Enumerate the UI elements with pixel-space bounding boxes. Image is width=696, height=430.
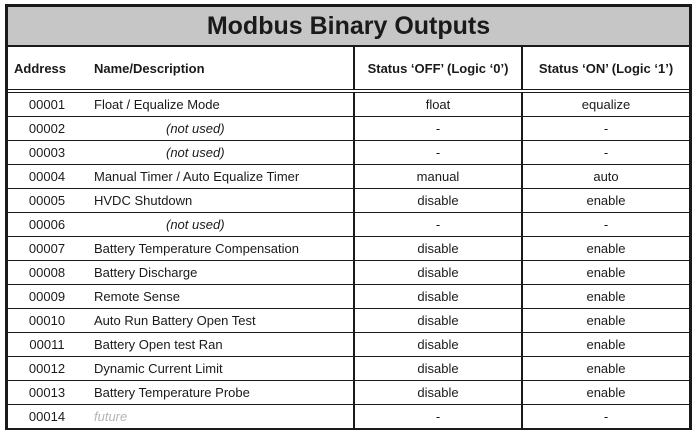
cell-status-on: enable [586,241,626,256]
cell-status-on: enable [586,385,626,400]
cell-status-on: - [603,145,609,160]
cell-status-off: disable [355,237,523,260]
table-row [8,189,689,213]
cell-status-on: enable [586,289,626,304]
table-row [8,309,689,333]
col-header-off: Status ‘OFF’ (Logic ‘0’) [355,47,523,89]
modbus-binary-outputs-table [5,4,692,430]
cell-address: 00010 [28,313,66,328]
cell-address: 00013 [28,385,66,400]
cell-address: 00009 [28,289,66,304]
table-row [8,261,689,285]
cell-name: Dynamic Current Limit [86,357,355,380]
cell-status-off: disable [355,285,523,308]
cell-address: 00012 [28,361,66,376]
cell-status-off: disable [355,309,523,332]
cell-status-on: - [603,409,609,424]
cell-address: 00014 [28,409,66,424]
table-row [8,117,689,141]
cell-name: Float / Equalize Mode [86,93,355,116]
header-row [8,47,689,93]
cell-address: 00011 [29,337,65,352]
cell-status-off: manual [355,165,523,188]
cell-name: future [86,405,355,428]
table-title: Modbus Binary Outputs [8,7,689,47]
cell-name: (not used) [86,117,355,140]
cell-name: Remote Sense [86,285,355,308]
col-header-address: Address [14,60,67,76]
table-row [8,237,689,261]
cell-status-off: float [355,93,523,116]
cell-status-on: enable [586,337,626,352]
cell-name: Auto Run Battery Open Test [86,309,355,332]
cell-address: 00005 [28,193,66,208]
cell-status-off: - [355,405,523,428]
table-row [8,93,689,117]
cell-address: 00006 [28,217,66,232]
cell-address: 00001 [28,97,66,112]
table-body [8,93,689,428]
cell-status-off: disable [355,333,523,356]
cell-status-on: - [603,121,609,136]
cell-status-on: enable [586,193,626,208]
cell-address: 00008 [28,265,66,280]
cell-name: HVDC Shutdown [86,189,355,212]
table-row [8,357,689,381]
cell-status-on: enable [586,313,626,328]
cell-status-on: equalize [581,97,631,112]
col-header-on: Status ‘ON’ (Logic ‘1’) [538,60,674,76]
table-row [8,405,689,428]
cell-status-off: - [355,141,523,164]
cell-name: Battery Temperature Compensation [86,237,355,260]
cell-status-off: disable [355,381,523,404]
cell-name: Battery Temperature Probe [86,381,355,404]
cell-status-off: - [355,117,523,140]
cell-name: Manual Timer / Auto Equalize Timer [86,165,355,188]
cell-status-off: disable [355,261,523,284]
table-row [8,165,689,189]
cell-status-off: disable [355,189,523,212]
cell-status-off: - [355,213,523,236]
cell-status-on: enable [586,361,626,376]
cell-address: 00007 [28,241,66,256]
cell-address: 00003 [28,145,66,160]
cell-status-on: auto [593,169,619,184]
cell-name: (not used) [86,141,355,164]
table-row [8,141,689,165]
cell-address: 00002 [28,121,66,136]
cell-status-off: disable [355,357,523,380]
cell-address: 00004 [28,169,66,184]
table-row [8,381,689,405]
cell-name: (not used) [86,213,355,236]
cell-status-on: - [603,217,609,232]
cell-name: Battery Open test Ran [86,333,355,356]
table-row [8,285,689,309]
col-header-name: Name/Description [86,47,355,89]
cell-status-on: enable [586,265,626,280]
table-row [8,213,689,237]
table-row [8,333,689,357]
cell-name: Battery Discharge [86,261,355,284]
